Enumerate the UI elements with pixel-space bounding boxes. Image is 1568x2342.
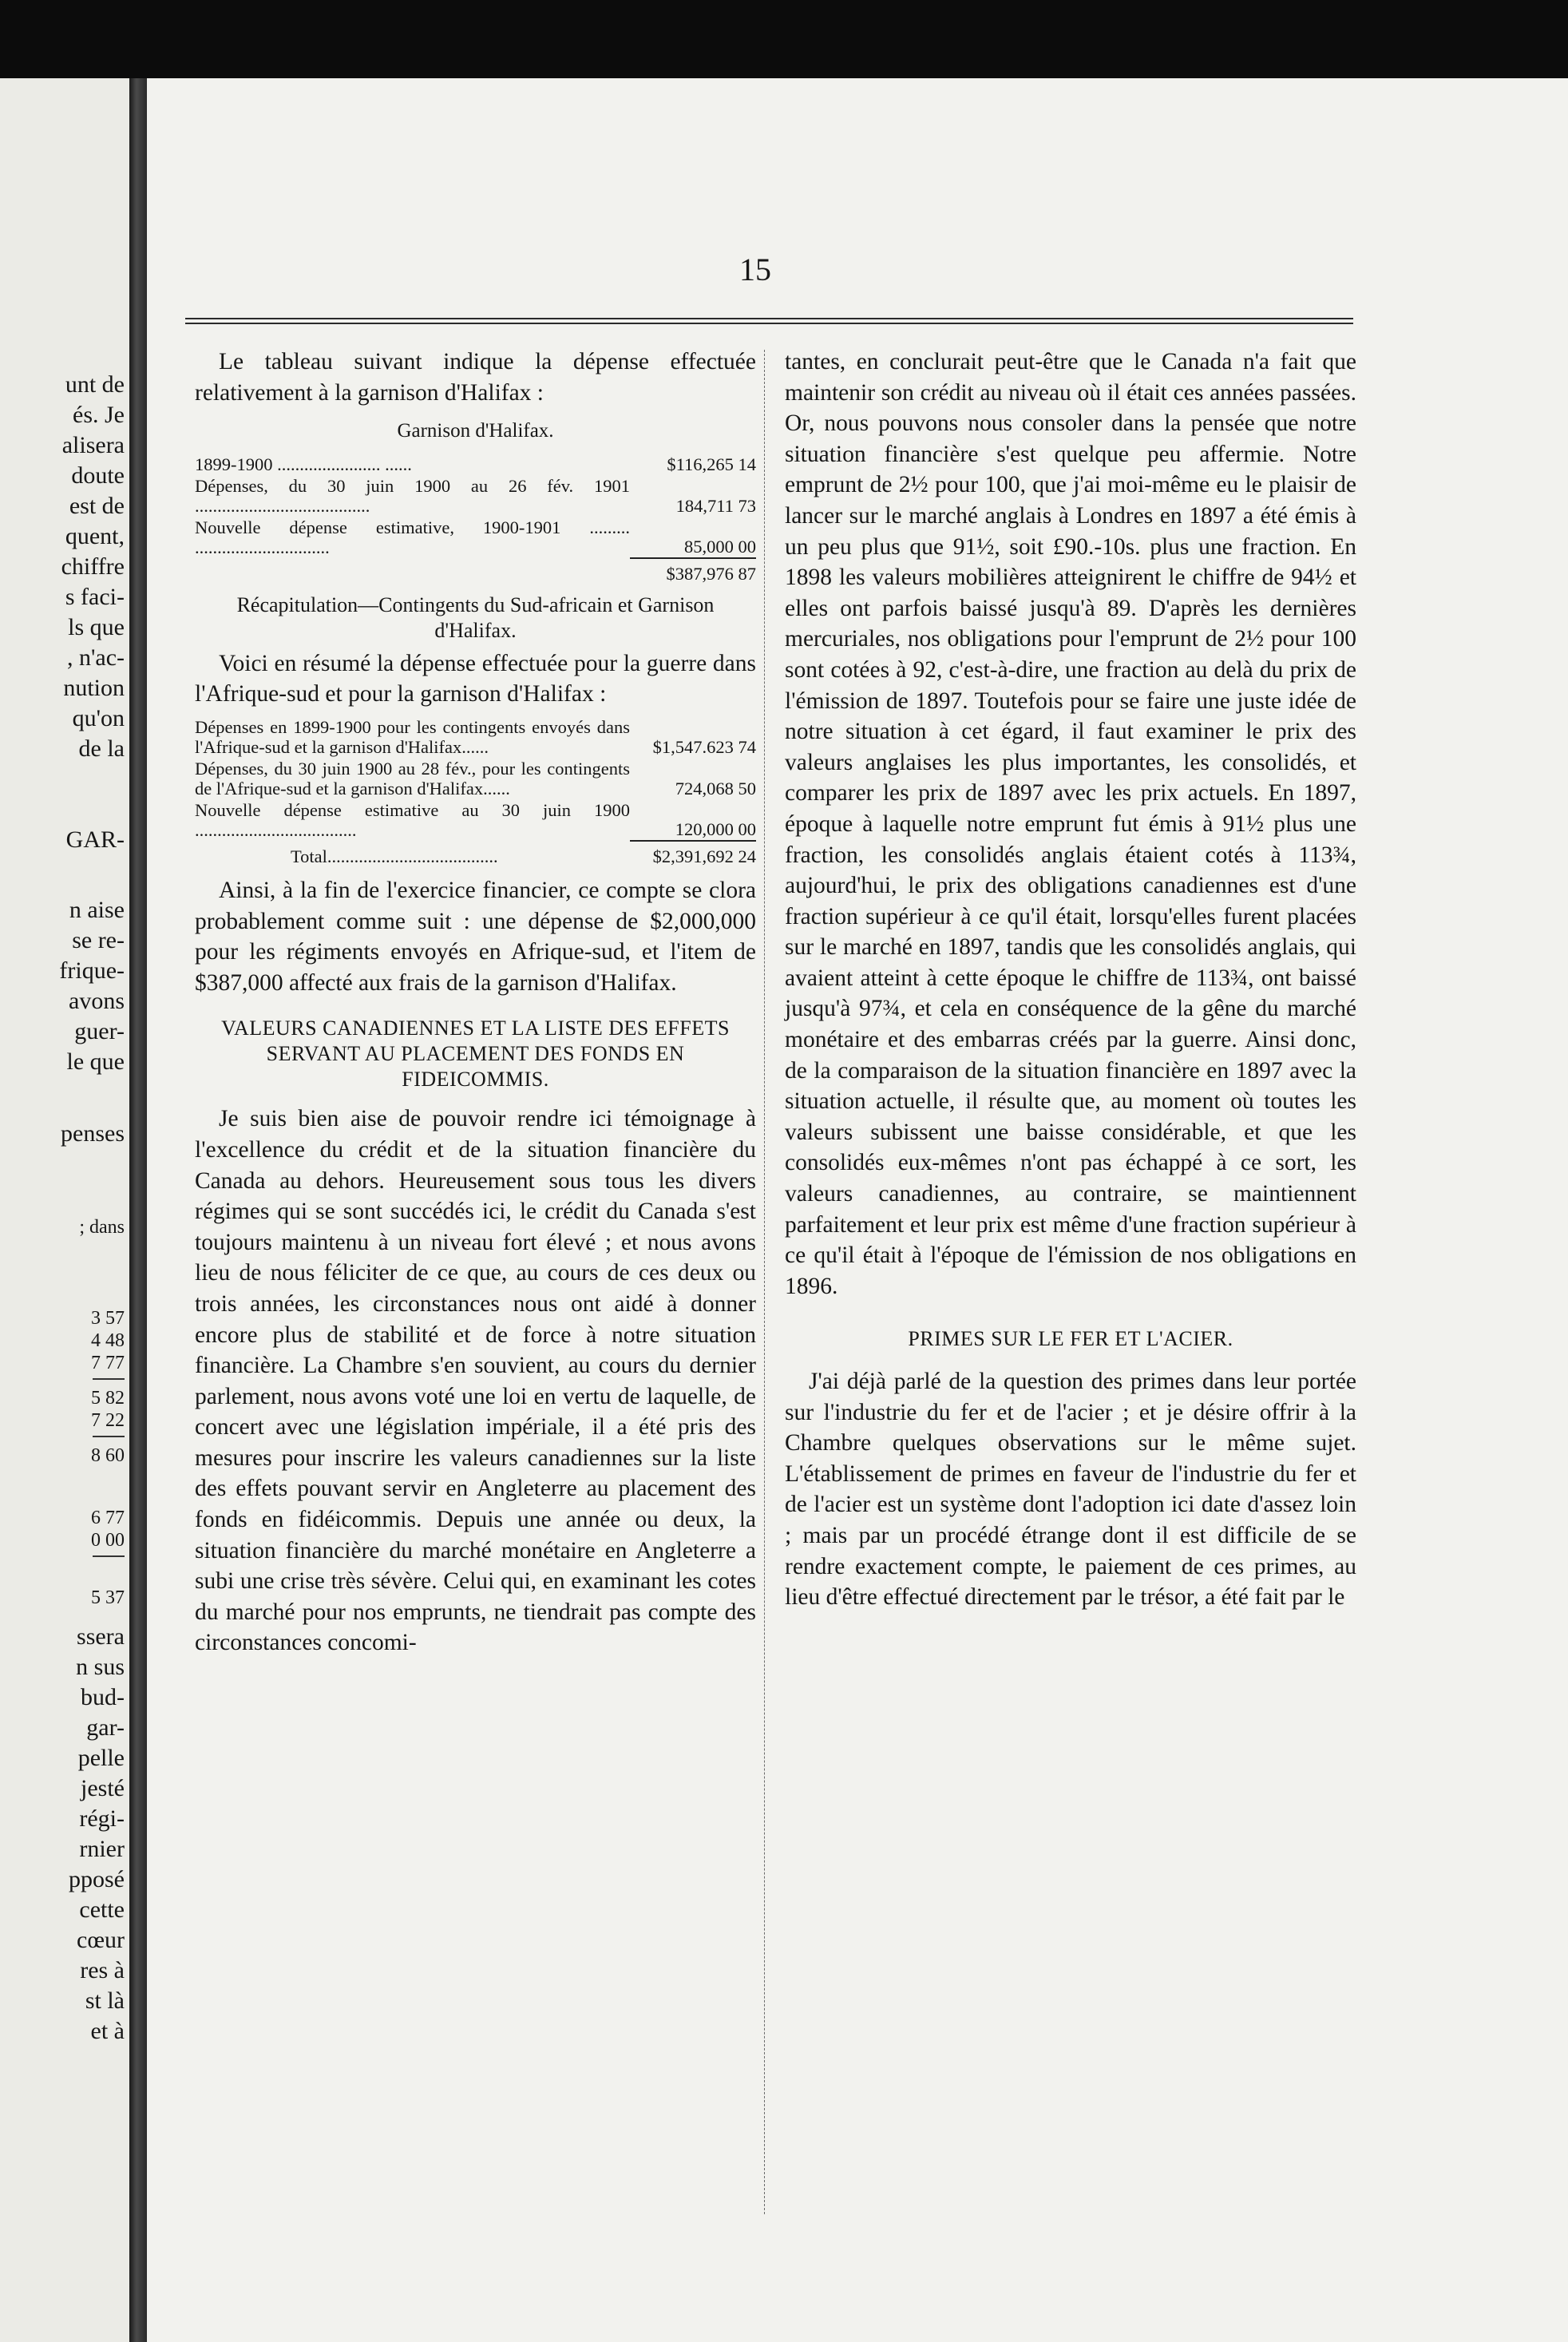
fragment-line: 8 60 <box>91 1445 125 1466</box>
paragraph: Voici en résumé la dépense effectuée pour la guerre dans l'Afrique-sud et pour la garnison d'Halifax : <box>195 650 756 707</box>
fragment-line: se re- <box>72 927 125 953</box>
row-amount: $116,265 14 <box>667 454 756 474</box>
left-column <box>195 347 756 1658</box>
fragment-line: nution <box>63 675 125 701</box>
fragment-line: st là <box>85 1987 125 2014</box>
fragment-line: quent, <box>65 523 125 549</box>
fragment-line: n sus <box>76 1654 125 1680</box>
fragment-line: pposé <box>69 1866 125 1892</box>
table-row <box>195 454 756 475</box>
table-total-row <box>195 841 756 867</box>
section-subheading: Récapitulation—Contingents du Sud-africain et Garnison d'Halifax. <box>236 592 715 642</box>
fragment-line: ssera <box>77 1623 125 1650</box>
table-row <box>195 758 756 799</box>
total-label: Total...................................... <box>291 846 498 866</box>
fragment-line: le que <box>66 1048 125 1075</box>
fragment-line: n aise <box>69 897 125 923</box>
fragment-line: doute <box>71 462 125 489</box>
previous-page-strip <box>0 78 129 2342</box>
fragment-line: alisera <box>61 432 125 458</box>
fragment-line: 6 77 <box>91 1508 125 1528</box>
header-rule <box>185 323 1353 324</box>
fragment-line: est de <box>69 493 125 519</box>
row-label: 1899-1900 ....................... ...... <box>195 454 412 474</box>
fragment-line: ; dans <box>79 1217 125 1238</box>
fragment-line: jesté <box>81 1775 125 1801</box>
fragment-line: qu'on <box>72 705 125 731</box>
fragment-line: de la <box>78 735 125 762</box>
section-heading: VALEURS CANADIENNES ET LA LISTE DES EFFETS SERVANT AU PLACEMENT DES FONDS EN FIDEICOMMIS. <box>221 1016 730 1092</box>
fragment-line: et à <box>90 2018 125 2044</box>
sum-rule <box>93 1436 125 1437</box>
fragment-line: gar- <box>86 1714 125 1741</box>
fragment-line: 7 22 <box>91 1410 125 1431</box>
fragment-line: bud- <box>81 1684 125 1710</box>
fragment-line: 0 00 <box>91 1530 125 1551</box>
fragment-line: s faci- <box>65 584 125 610</box>
fragment-line: , n'ac- <box>66 644 125 671</box>
table-row <box>195 799 756 841</box>
row-amount: 724,068 50 <box>675 778 756 798</box>
paragraph: Je suis bien aise de pouvoir rendre ici témoignage à l'excellence du crédit et de la situation financière du Canada au dehors. Heureusement sous tous les divers régimes qui se sont succédés ici, le crédit du Canada s'est toujours maintenu à un niveau fort élevé ; et nous avons lieu de nous féliciter de ce que, au cours de ces deux ou trois années, les circonstances nous ont aidé à donner encore plus de stabilité et de force à notre situation financière. La Chambre s'en souvient, au cours du dernier parlement, nous avons voté une loi en vertu de laquelle, de concert avec une législation impériale, il a été pris des mesures pour inscrire les valeurs canadiennes sur la liste des effets pouvant servir en Angleterre au placement des fonds en fidéicommis. Depuis une année ou deux, la situation financière du marché monétaire en Angleterre a subi une crise très sévère. Celui qui, en examinant les cotes du marché pour nos emprunts, ne tiendrait pas compte des circonstances concomi- <box>195 1106 756 1656</box>
fragment-line: rnier <box>79 1836 125 1862</box>
fragment-line: régi- <box>79 1805 125 1832</box>
fragment-line: guer- <box>74 1018 125 1044</box>
fragment-line: 3 57 <box>91 1308 125 1329</box>
section-heading: PRIMES SUR LE FER ET L'ACIER. <box>908 1327 1233 1351</box>
row-amount: 184,711 73 <box>675 495 756 516</box>
book-spine <box>129 78 147 2342</box>
right-column <box>785 347 1356 1613</box>
table-total: $2,391,692 24 <box>630 841 756 867</box>
sum-rule <box>93 1378 125 1380</box>
fragment-line: cœur <box>77 1927 125 1953</box>
row-label: Nouvelle dépense estimative, 1900-1901 ......... .............................. <box>195 517 630 557</box>
table-row <box>195 517 756 558</box>
row-label: Dépenses, du 30 juin 1900 au 26 fév. 1901 ....................................... <box>195 475 630 516</box>
fragment-line: 4 48 <box>91 1330 125 1351</box>
sum-rule <box>93 1555 125 1557</box>
table-row <box>195 475 756 517</box>
table-total-row <box>195 558 756 585</box>
fragment-line: cette <box>79 1896 125 1923</box>
fragment-line: avons <box>69 988 125 1014</box>
paragraph: Ainsi, à la fin de l'exercice financier, ce compte se clora probablement comme suit : une dépense de $2,000,000 pour les régiments envoyés en Afrique-sud, et l'item de $387,000 affecté aux frais de la garnison d'Halifax. <box>195 877 756 996</box>
fragment-line: frique- <box>59 957 125 984</box>
fragment-line: pelle <box>77 1745 125 1771</box>
row-label: Dépenses en 1899-1900 pour les contingents envoyés dans l'Afrique-sud et la garnison d'Halifax...... <box>195 716 630 757</box>
fragment-line: penses <box>61 1120 125 1147</box>
recap-expense-table <box>195 716 756 867</box>
table-row <box>195 716 756 758</box>
garrison-expense-table <box>195 454 756 585</box>
page-number: 15 <box>739 252 771 287</box>
row-amount: 120,000 00 <box>675 818 756 839</box>
row-amount: 85,000 00 <box>684 536 756 557</box>
row-label: Dépenses, du 30 juin 1900 au 28 fév., pour les contingents de l'Afrique-sud et la garnison d'Halifax...... <box>195 758 630 798</box>
fragment-line: chiffre <box>61 553 125 580</box>
table-total: $387,976 87 <box>630 558 756 585</box>
paragraph: Le tableau suivant indique la dépense effectuée relativement à la garnison d'Halifax : <box>195 349 756 406</box>
fragment-line: 7 77 <box>91 1353 125 1373</box>
row-label: Nouvelle dépense estimative au 30 juin 1900 .................................... <box>195 799 630 840</box>
header-rule <box>185 318 1353 319</box>
paragraph: tantes, en conclurait peut-être que le Canada n'a fait que maintenir son crédit au niveau où il était ces années passées. Or, nous pouvons nous consoler dans la pensée que notre situation financière s'est quelque peu affermie. Notre emprunt de 2½ pour 100, que j'ai moi-même eu le plaisir de lancer sur le marché anglais à Londres en 1897 a été émis à un peu plus que 91½, soit £90.-10s. plus une fraction. En 1898 les valeurs mobilières atteignirent le chiffre de 94½ et elles ont parfois baissé jusqu'à 89. D'après les dernières mercuriales, nos obligations pour l'emprunt de 2½ pour 100 sont cotées à 92, c'est-à-dire, une fraction au delà du prix de l'émission de 1897. Toutefois pour se faire une juste idée de notre situation à cet égard, il faut examiner le prix des valeurs anglaises les plus importantes, les consolidés, et comparer les prix de 1897 avec les prix actuels. En 1897, époque à laquelle notre emprunt fut émis à 91½ plus une fraction, les consolidés anglais étaient cotés à 113¾, aujourd'hui, le prix des obligations canadiennes est d'une fraction supérieur à ce qu'il était, lorsqu'elles furent placées sur le marché en 1897, tandis que les consolidés anglais, qui avaient atteint à cette époque le chiffre de 113¾, ont baissé jusqu'à 97¾, et cela en conséquence de la gêne du marché monétaire et des embarras créés par la guerre. Ainsi donc, de la comparaison de la situation financière en 1897 avec la situation actuelle, il résulte que, au moment où toutes les valeurs subissent une baisse considérable, et que les consolidés eux-mêmes n'ont pas échappé à ce sort, les valeurs canadiennes, au contraire, se maintiennent parfaitement et leur prix est même d'une fraction supérieur à ce qu'il était à l'époque de l'émission de nos obligations en 1896. <box>785 349 1356 1299</box>
fragment-line: és. Je <box>73 402 125 428</box>
scanned-page <box>147 78 1568 2342</box>
fragment-line: res à <box>80 1957 125 1983</box>
row-amount: $1,547.623 74 <box>652 736 756 757</box>
fragment-line: unt de <box>65 371 125 398</box>
column-divider <box>764 350 765 2214</box>
paragraph: J'ai déjà parlé de la question des primes dans leur portée sur l'industrie du fer et de l'acier ; et je désire offrir à la Chambre quelques observations sur le même sujet. L'établissement de primes en faveur de l'industrie du fer et de l'acier est un système dont l'adoption ici date d'assez loin ; mais par un procédé étrange dont il est difficile de se rendre exactement compte, le paiement de ces primes, au lieu d'être effectué directement par le trésor, a été fait par le <box>785 1369 1356 1611</box>
fragment-line: GAR- <box>65 826 125 853</box>
fragment-line: 5 82 <box>91 1388 125 1409</box>
fragment-line: 5 37 <box>91 1587 125 1608</box>
table-caption: Garnison d'Halifax. <box>397 420 554 442</box>
fragment-line: ls que <box>68 614 125 640</box>
